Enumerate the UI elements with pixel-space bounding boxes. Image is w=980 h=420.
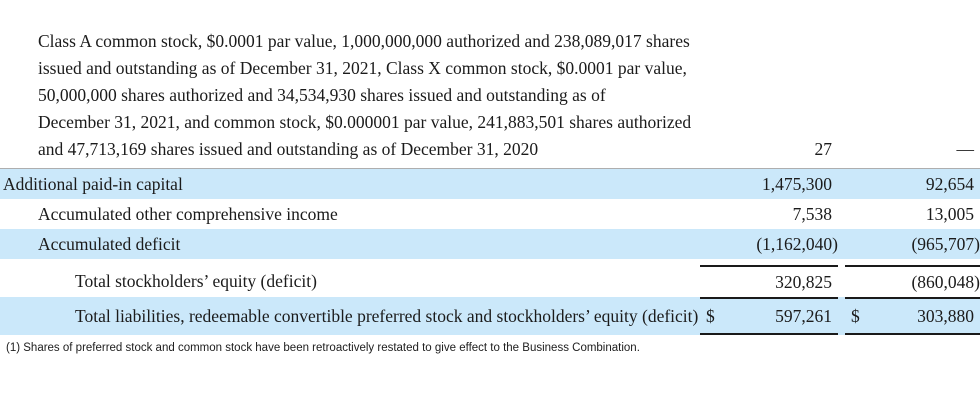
row-label: Total stockholders’ equity (deficit)	[75, 270, 317, 291]
table-row	[0, 259, 980, 297]
dollar-sign: $	[851, 305, 860, 326]
col1-amount: 27	[814, 139, 832, 159]
col2-amount: (965,707)	[911, 233, 980, 254]
table-row	[0, 297, 980, 335]
col2-amount	[845, 297, 980, 335]
col2-amount: (860,048)	[845, 265, 980, 297]
table-row	[0, 169, 980, 199]
stock-description-line: and 47,713,169 shares issued and outstanding as of December 31, 2020	[38, 139, 539, 159]
row-label: Accumulated deficit	[38, 233, 181, 254]
row-label: Accumulated other comprehensive income	[38, 203, 338, 224]
row-label: Total liabilities, redeemable convertible preferred stock and stockholders’ equity (deficit)	[75, 305, 699, 326]
col2-amount: 92,654	[925, 173, 974, 194]
col1-amount: 320,825	[700, 265, 838, 297]
table-row	[0, 229, 980, 259]
stock-description-line: 50,000,000 shares authorized and 34,534,930 shares issued and outstanding as of	[38, 85, 606, 105]
stock-description-line: issued and outstanding as of December 31, 2021, Class X common stock, $0.0001 par value,	[38, 58, 687, 78]
stock-description	[0, 28, 700, 163]
col1-amount: 1,475,300	[762, 173, 832, 194]
col1-amount: (1,162,040)	[756, 233, 838, 254]
col2-amount: 13,005	[925, 203, 974, 224]
col1-amount	[700, 297, 838, 335]
stock-description-line: Class A common stock, $0.0001 par value, 1,000,000,000 authorized and 238,089,017 shares	[38, 31, 690, 51]
footnote: (1) Shares of preferred stock and common stock have been retroactively restated to give effect to the Business Combination.	[6, 342, 640, 354]
dollar-sign: $	[706, 305, 715, 326]
table-row	[0, 28, 980, 169]
col2-amount: —	[956, 139, 974, 159]
stock-description-line: December 31, 2021, and common stock, $0.000001 par value, 241,883,501 shares authorized	[38, 112, 692, 132]
row-label: Additional paid-in capital	[3, 173, 183, 194]
table-row	[0, 199, 980, 229]
col1-amount: 7,538	[792, 203, 832, 224]
amount-value: 597,261	[775, 305, 832, 326]
amount-value: 303,880	[917, 305, 974, 326]
